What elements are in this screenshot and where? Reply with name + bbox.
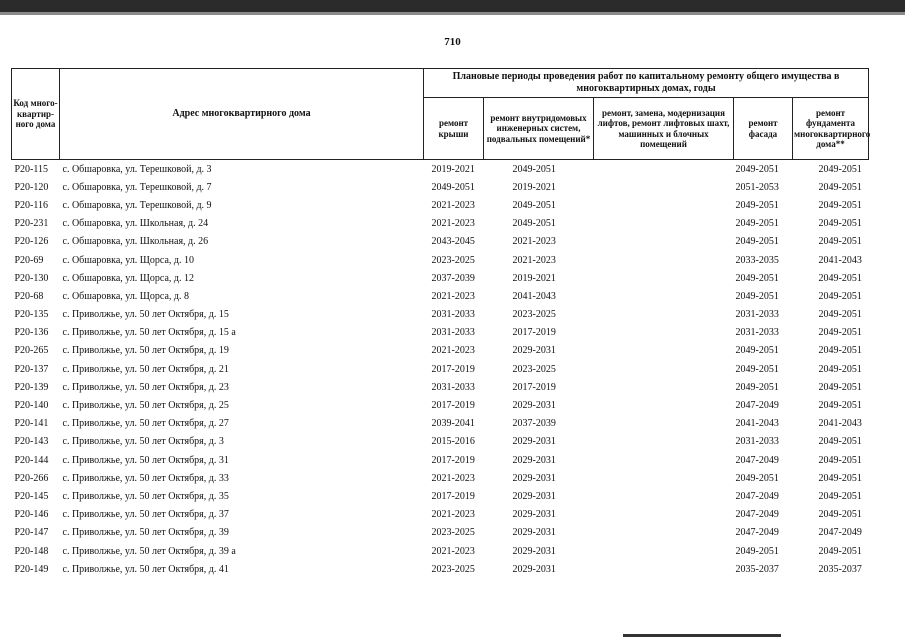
table-row <box>12 342 869 360</box>
facade-period-cell: 2049-2051 <box>735 163 779 175</box>
lifts-period-cell <box>594 196 734 214</box>
lifts-period-cell <box>594 451 734 469</box>
code-cell: Р20-145 <box>14 490 49 502</box>
systems-period-cell: 2017-2019 <box>512 381 556 393</box>
facade-period-cell: 2047-2049 <box>735 490 779 502</box>
systems-period-cell: 2029-2031 <box>512 563 556 575</box>
code-cell: Р20-116 <box>14 199 49 211</box>
foundation-period-cell: 2049-2051 <box>818 345 862 357</box>
systems-period-cell: 2021-2023 <box>512 254 556 266</box>
scan-top-edge <box>0 0 905 12</box>
foundation-period-cell: 2035-2037 <box>818 563 862 575</box>
address-cell: с. Приволжье, ул. 50 лет Октября, д. 31 <box>62 454 229 466</box>
lifts-period-cell <box>594 233 734 251</box>
facade-period-cell: 2049-2051 <box>735 472 779 484</box>
facade-period-cell: 2049-2051 <box>735 363 779 375</box>
table-row <box>12 160 869 179</box>
facade-period-cell: 2049-2051 <box>735 545 779 557</box>
foundation-period-cell: 2049-2051 <box>818 218 862 230</box>
code-cell: Р20-148 <box>14 545 49 557</box>
roof-period-cell: 2021-2023 <box>431 345 475 357</box>
address-cell: с. Приволжье, ул. 50 лет Октября, д. 33 <box>62 472 229 484</box>
roof-period-cell: 2017-2019 <box>431 363 475 375</box>
systems-period-cell: 2029-2031 <box>512 527 556 539</box>
facade-period-cell: 2049-2051 <box>735 345 779 357</box>
systems-period-cell: 2029-2031 <box>512 454 556 466</box>
systems-period-cell: 2021-2023 <box>512 236 556 248</box>
foundation-period-cell: 2049-2051 <box>818 472 862 484</box>
code-cell: Р20-141 <box>14 418 49 430</box>
foundation-period-cell: 2041-2043 <box>818 418 862 430</box>
code-cell: Р20-69 <box>14 254 44 266</box>
header-lifts: ремонт, замена, модернизация лифтов, ремонт лифтовых шахт, машинных и блочных помещений <box>594 98 734 160</box>
header-roof: ремонт крыши <box>424 98 484 160</box>
table-row <box>12 433 869 451</box>
address-cell: с. Обшаровка, ул. Терешковой, д. 9 <box>62 199 212 211</box>
scan-bottom-mark <box>623 634 781 637</box>
code-cell: Р20-144 <box>14 454 49 466</box>
lifts-period-cell <box>594 396 734 414</box>
systems-period-cell: 2049-2051 <box>512 218 556 230</box>
systems-period-cell: 2029-2031 <box>512 545 556 557</box>
lifts-period-cell <box>594 360 734 378</box>
foundation-period-cell: 2047-2049 <box>818 527 862 539</box>
roof-period-cell: 2049-2051 <box>431 181 475 193</box>
lifts-period-cell <box>594 433 734 451</box>
address-cell: с. Приволжье, ул. 50 лет Октября, д. 39 а <box>62 545 236 557</box>
lifts-period-cell <box>594 178 734 196</box>
address-cell: с. Приволжье, ул. 50 лет Октября, д. 19 <box>62 345 229 357</box>
roof-period-cell: 2023-2025 <box>431 254 475 266</box>
facade-period-cell: 2049-2051 <box>735 381 779 393</box>
table-row <box>12 542 869 560</box>
lifts-period-cell <box>594 524 734 542</box>
facade-period-cell: 2049-2051 <box>735 199 779 211</box>
facade-period-cell: 2041-2043 <box>735 418 779 430</box>
foundation-period-cell: 2049-2051 <box>818 163 862 175</box>
address-cell: с. Приволжье, ул. 50 лет Октября, д. 3 <box>62 436 224 448</box>
facade-period-cell: 2031-2033 <box>735 327 779 339</box>
table-row <box>12 360 869 378</box>
roof-period-cell: 2017-2019 <box>431 400 475 412</box>
code-cell: Р20-147 <box>14 527 49 539</box>
roof-period-cell: 2021-2023 <box>431 509 475 521</box>
roof-period-cell: 2031-2033 <box>431 327 475 339</box>
code-cell: Р20-130 <box>14 272 49 284</box>
address-cell: с. Обшаровка, ул. Школьная, д. 26 <box>62 236 209 248</box>
table-header <box>12 69 869 160</box>
roof-period-cell: 2019-2021 <box>431 163 475 175</box>
facade-period-cell: 2047-2049 <box>735 400 779 412</box>
code-cell: Р20-115 <box>14 163 49 175</box>
systems-period-cell: 2049-2051 <box>512 199 556 211</box>
lifts-period-cell <box>594 269 734 287</box>
table-row <box>12 287 869 305</box>
systems-period-cell: 2029-2031 <box>512 436 556 448</box>
roof-period-cell: 2015-2016 <box>431 436 475 448</box>
table-row <box>12 251 869 269</box>
table-row <box>12 324 869 342</box>
roof-period-cell: 2017-2019 <box>431 454 475 466</box>
roof-period-cell: 2037-2039 <box>431 272 475 284</box>
code-cell: Р20-136 <box>14 327 49 339</box>
foundation-period-cell: 2049-2051 <box>818 509 862 521</box>
systems-period-cell: 2029-2031 <box>512 472 556 484</box>
foundation-period-cell: 2049-2051 <box>818 436 862 448</box>
lifts-period-cell <box>594 487 734 505</box>
capital-repair-table <box>11 68 869 578</box>
roof-period-cell: 2021-2023 <box>431 290 475 302</box>
facade-period-cell: 2031-2033 <box>735 436 779 448</box>
lifts-period-cell <box>594 506 734 524</box>
facade-period-cell: 2047-2049 <box>735 454 779 466</box>
table-row <box>12 215 869 233</box>
table-row <box>12 306 869 324</box>
header-code: Код много-квартир-ного дома <box>12 69 60 160</box>
address-cell: с. Обшаровка, ул. Терешковой, д. 3 <box>62 163 212 175</box>
address-cell: с. Обшаровка, ул. Щорса, д. 10 <box>62 254 194 266</box>
table-row <box>12 178 869 196</box>
lifts-period-cell <box>594 560 734 578</box>
foundation-period-cell: 2049-2051 <box>818 381 862 393</box>
roof-period-cell: 2021-2023 <box>431 199 475 211</box>
foundation-period-cell: 2049-2051 <box>818 290 862 302</box>
table-row <box>12 396 869 414</box>
table-row <box>12 487 869 505</box>
code-cell: Р20-120 <box>14 181 49 193</box>
address-cell: с. Обшаровка, ул. Щорса, д. 12 <box>62 272 194 284</box>
facade-period-cell: 2047-2049 <box>735 527 779 539</box>
table-row <box>12 378 869 396</box>
roof-period-cell: 2017-2019 <box>431 490 475 502</box>
roof-period-cell: 2023-2025 <box>431 563 475 575</box>
page-number: 710 <box>444 36 461 48</box>
table-row <box>12 560 869 578</box>
systems-period-cell: 2029-2031 <box>512 345 556 357</box>
facade-period-cell: 2049-2051 <box>735 218 779 230</box>
lifts-period-cell <box>594 542 734 560</box>
roof-period-cell: 2039-2041 <box>431 418 475 430</box>
header-foundation: ремонт фундамента многоквартирного дома** <box>793 98 869 160</box>
facade-period-cell: 2035-2037 <box>735 563 779 575</box>
facade-period-cell: 2047-2049 <box>735 509 779 521</box>
lifts-period-cell <box>594 215 734 233</box>
address-cell: с. Приволжье, ул. 50 лет Октября, д. 27 <box>62 418 229 430</box>
lifts-period-cell <box>594 378 734 396</box>
foundation-period-cell: 2049-2051 <box>818 490 862 502</box>
lifts-period-cell <box>594 469 734 487</box>
facade-period-cell: 2049-2051 <box>735 272 779 284</box>
systems-period-cell: 2029-2031 <box>512 509 556 521</box>
lifts-period-cell <box>594 160 734 179</box>
foundation-period-cell: 2049-2051 <box>818 199 862 211</box>
address-cell: с. Приволжье, ул. 50 лет Октября, д. 39 <box>62 527 229 539</box>
facade-period-cell: 2051-2053 <box>735 181 779 193</box>
roof-period-cell: 2031-2033 <box>431 381 475 393</box>
lifts-period-cell <box>594 415 734 433</box>
address-cell: с. Приволжье, ул. 50 лет Октября, д. 41 <box>62 563 229 575</box>
table-row <box>12 451 869 469</box>
address-cell: с. Приволжье, ул. 50 лет Октября, д. 25 <box>62 400 229 412</box>
lifts-period-cell <box>594 306 734 324</box>
foundation-period-cell: 2049-2051 <box>818 454 862 466</box>
systems-period-cell: 2029-2031 <box>512 400 556 412</box>
code-cell: Р20-135 <box>14 309 49 321</box>
code-cell: Р20-126 <box>14 236 49 248</box>
code-cell: Р20-146 <box>14 509 49 521</box>
address-cell: с. Обшаровка, ул. Терешковой, д. 7 <box>62 181 212 193</box>
address-cell: с. Приволжье, ул. 50 лет Октября, д. 23 <box>62 381 229 393</box>
header-facade: ремонт фасада <box>734 98 793 160</box>
code-cell: Р20-149 <box>14 563 49 575</box>
code-cell: Р20-140 <box>14 400 49 412</box>
foundation-period-cell: 2049-2051 <box>818 272 862 284</box>
systems-period-cell: 2037-2039 <box>512 418 556 430</box>
code-cell: Р20-143 <box>14 436 49 448</box>
table-row <box>12 269 869 287</box>
facade-period-cell: 2033-2035 <box>735 254 779 266</box>
foundation-period-cell: 2049-2051 <box>818 545 862 557</box>
table-row <box>12 196 869 214</box>
systems-period-cell: 2019-2021 <box>512 181 556 193</box>
code-cell: Р20-231 <box>14 218 49 230</box>
facade-period-cell: 2049-2051 <box>735 290 779 302</box>
header-systems: ремонт внутридомовых инженерных систем, подвальных помещений* <box>484 98 594 160</box>
foundation-period-cell: 2049-2051 <box>818 327 862 339</box>
roof-period-cell: 2021-2023 <box>431 472 475 484</box>
table-row <box>12 506 869 524</box>
table-row <box>12 415 869 433</box>
roof-period-cell: 2043-2045 <box>431 236 475 248</box>
lifts-period-cell <box>594 251 734 269</box>
table-row <box>12 524 869 542</box>
code-cell: Р20-137 <box>14 363 49 375</box>
address-cell: с. Приволжье, ул. 50 лет Октября, д. 35 <box>62 490 229 502</box>
roof-period-cell: 2031-2033 <box>431 309 475 321</box>
facade-period-cell: 2049-2051 <box>735 236 779 248</box>
table-row <box>12 233 869 251</box>
systems-period-cell: 2023-2025 <box>512 309 556 321</box>
foundation-period-cell: 2049-2051 <box>818 363 862 375</box>
address-cell: с. Обшаровка, ул. Щорса, д. 8 <box>62 290 189 302</box>
header-planned-periods: Плановые периоды проведения работ по капитальному ремонту общего имущества в многоквартирных домах, годы <box>424 69 869 98</box>
foundation-period-cell: 2049-2051 <box>818 309 862 321</box>
code-cell: Р20-266 <box>14 472 49 484</box>
code-cell: Р20-139 <box>14 381 49 393</box>
address-cell: с. Приволжье, ул. 50 лет Октября, д. 15 а <box>62 327 236 339</box>
lifts-period-cell <box>594 324 734 342</box>
systems-period-cell: 2029-2031 <box>512 490 556 502</box>
facade-period-cell: 2031-2033 <box>735 309 779 321</box>
lifts-period-cell <box>594 287 734 305</box>
code-cell: Р20-265 <box>14 345 49 357</box>
roof-period-cell: 2023-2025 <box>431 527 475 539</box>
address-cell: с. Приволжье, ул. 50 лет Октября, д. 21 <box>62 363 229 375</box>
systems-period-cell: 2023-2025 <box>512 363 556 375</box>
foundation-period-cell: 2049-2051 <box>818 181 862 193</box>
lifts-period-cell <box>594 342 734 360</box>
roof-period-cell: 2021-2023 <box>431 545 475 557</box>
foundation-period-cell: 2049-2051 <box>818 236 862 248</box>
systems-period-cell: 2017-2019 <box>512 327 556 339</box>
code-cell: Р20-68 <box>14 290 44 302</box>
address-cell: с. Приволжье, ул. 50 лет Октября, д. 15 <box>62 309 229 321</box>
address-cell: с. Приволжье, ул. 50 лет Октября, д. 37 <box>62 509 229 521</box>
systems-period-cell: 2019-2021 <box>512 272 556 284</box>
header-address: Адрес многоквартирного дома <box>60 69 424 160</box>
address-cell: с. Обшаровка, ул. Школьная, д. 24 <box>62 218 209 230</box>
roof-period-cell: 2021-2023 <box>431 218 475 230</box>
systems-period-cell: 2049-2051 <box>512 163 556 175</box>
table-row <box>12 469 869 487</box>
foundation-period-cell: 2041-2043 <box>818 254 862 266</box>
systems-period-cell: 2041-2043 <box>512 290 556 302</box>
foundation-period-cell: 2049-2051 <box>818 400 862 412</box>
table-body <box>12 160 869 579</box>
